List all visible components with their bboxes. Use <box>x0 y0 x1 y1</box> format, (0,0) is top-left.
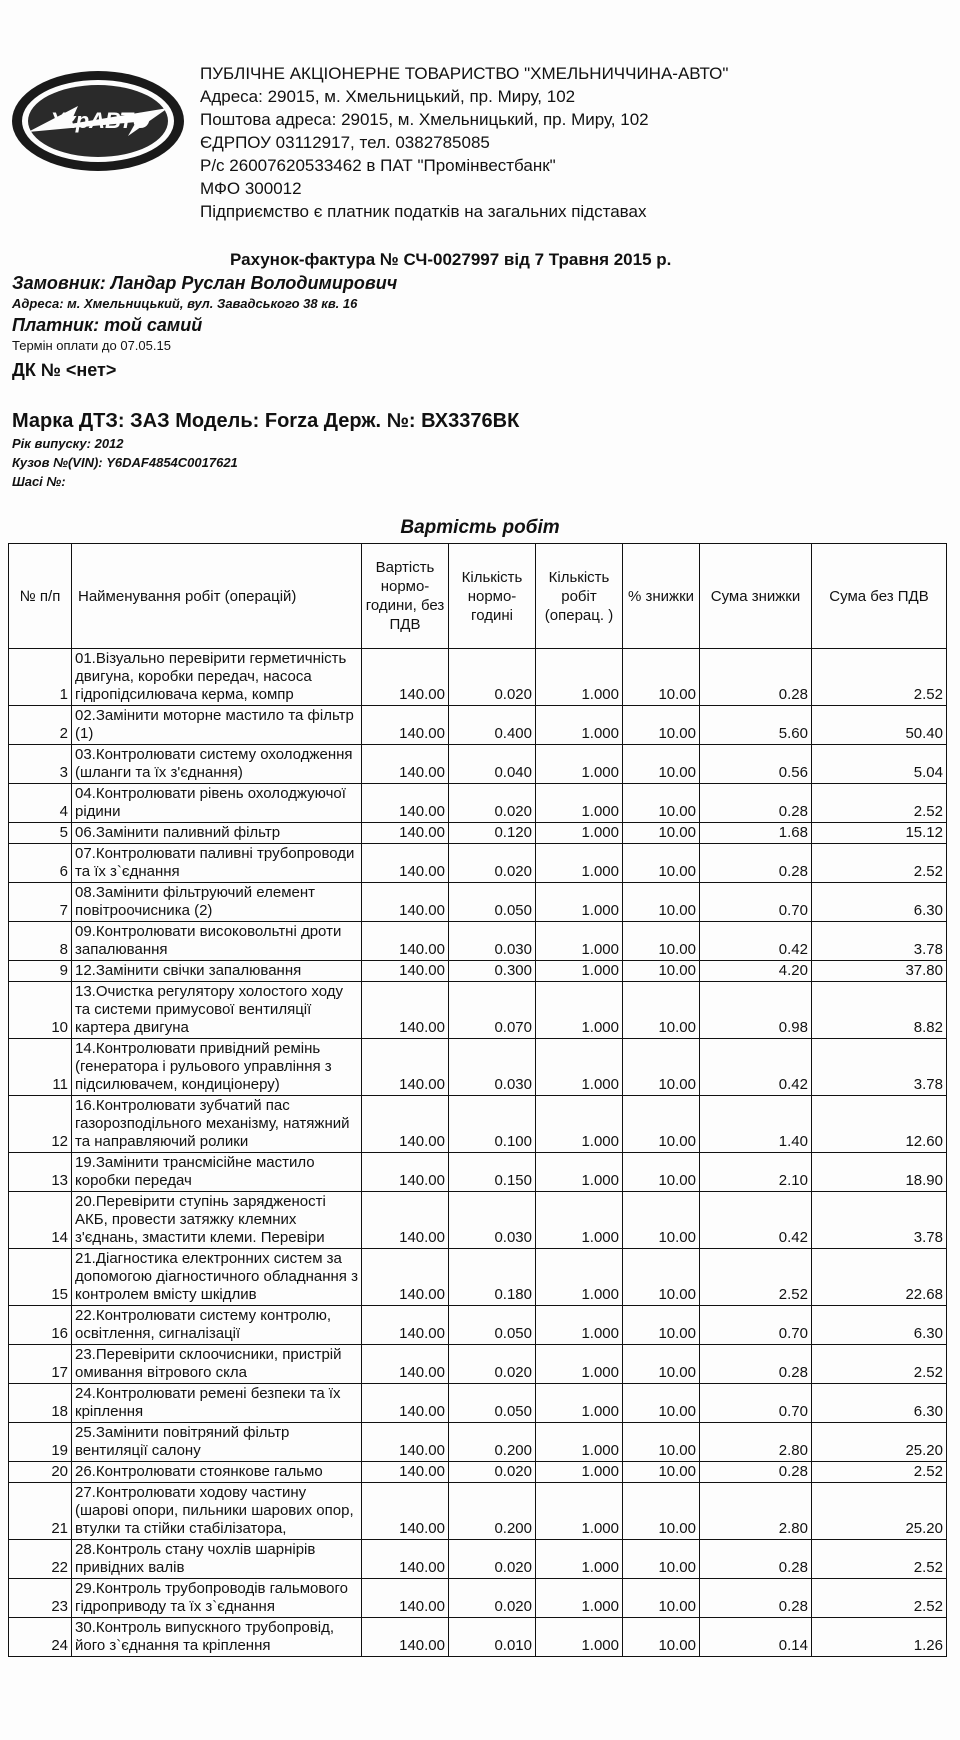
discount-sum: 5.60 <box>700 706 812 745</box>
discount-percent: 10.00 <box>623 1345 700 1384</box>
work-quantity: 1.000 <box>536 1462 623 1483</box>
work-name: 04.Контролювати рівень охолоджуючої рідини <box>72 784 362 823</box>
discount-sum: 2.80 <box>700 1423 812 1462</box>
hour-price: 140.00 <box>362 784 449 823</box>
norm-hours: 0.050 <box>449 1384 536 1423</box>
work-name: 12.Замінити свічки запалювання <box>72 961 362 982</box>
customer-address: Адреса: м. Хмельницький, вул. Завадського 38 кв. 16 <box>12 296 358 311</box>
work-quantity: 1.000 <box>536 1423 623 1462</box>
row-number: 3 <box>9 745 72 784</box>
work-name: 30.Контроль випускного трубопровід, його з`єднання та кріплення <box>72 1618 362 1657</box>
discount-sum: 0.28 <box>700 649 812 706</box>
header-qty: Кількість робіт (операц. ) <box>536 544 623 649</box>
header-discount-pct: % знижки <box>623 544 700 649</box>
discount-sum: 0.14 <box>700 1618 812 1657</box>
discount-percent: 10.00 <box>623 883 700 922</box>
work-quantity: 1.000 <box>536 1345 623 1384</box>
table-row <box>9 1249 947 1306</box>
hour-price: 140.00 <box>362 1192 449 1249</box>
work-quantity: 1.000 <box>536 706 623 745</box>
company-edrpou: ЄДРПОУ 03112917, тел. 0382785085 <box>200 133 490 152</box>
work-name: 16.Контролювати зубчатий пас газорозподільного механізму, натяжний та направляючий ролики <box>72 1096 362 1153</box>
total-without-vat: 1.26 <box>812 1618 947 1657</box>
row-number: 12 <box>9 1096 72 1153</box>
total-without-vat: 6.30 <box>812 883 947 922</box>
table-row <box>9 1483 947 1540</box>
total-without-vat: 2.52 <box>812 1540 947 1579</box>
header-total: Сума без ПДВ <box>812 544 947 649</box>
hour-price: 140.00 <box>362 982 449 1039</box>
work-quantity: 1.000 <box>536 1384 623 1423</box>
company-logo <box>8 66 188 176</box>
work-quantity: 1.000 <box>536 1540 623 1579</box>
invoice-title: Рахунок-фактура № СЧ-0027997 від 7 Травня 2015 р. <box>230 250 672 269</box>
norm-hours: 0.030 <box>449 922 536 961</box>
discount-percent: 10.00 <box>623 1483 700 1540</box>
discount-percent: 10.00 <box>623 823 700 844</box>
norm-hours: 0.050 <box>449 1306 536 1345</box>
customer-block <box>12 272 397 384</box>
norm-hours: 0.200 <box>449 1423 536 1462</box>
work-quantity: 1.000 <box>536 745 623 784</box>
work-name: 06.Замінити паливний фільтр <box>72 823 362 844</box>
hour-price: 140.00 <box>362 745 449 784</box>
total-without-vat: 2.52 <box>812 649 947 706</box>
row-number: 4 <box>9 784 72 823</box>
total-without-vat: 3.78 <box>812 1039 947 1096</box>
discount-sum: 4.20 <box>700 961 812 982</box>
norm-hours: 0.020 <box>449 784 536 823</box>
table-row <box>9 1192 947 1249</box>
work-quantity: 1.000 <box>536 1249 623 1306</box>
discount-sum: 2.80 <box>700 1483 812 1540</box>
discount-percent: 10.00 <box>623 844 700 883</box>
row-number: 21 <box>9 1483 72 1540</box>
work-quantity: 1.000 <box>536 1579 623 1618</box>
hour-price: 140.00 <box>362 961 449 982</box>
hour-price: 140.00 <box>362 1423 449 1462</box>
norm-hours: 0.400 <box>449 706 536 745</box>
discount-percent: 10.00 <box>623 1096 700 1153</box>
norm-hours: 0.030 <box>449 1039 536 1096</box>
discount-percent: 10.00 <box>623 982 700 1039</box>
header-name: Найменування робіт (операцій) <box>72 544 362 649</box>
discount-percent: 10.00 <box>623 1462 700 1483</box>
vehicle-chassis: Шасі №: <box>12 474 66 489</box>
total-without-vat: 37.80 <box>812 961 947 982</box>
total-without-vat: 2.52 <box>812 1345 947 1384</box>
row-number: 14 <box>9 1192 72 1249</box>
discount-percent: 10.00 <box>623 1249 700 1306</box>
company-address: Адреса: 29015, м. Хмельницький, пр. Миру, 102 <box>200 87 576 106</box>
norm-hours: 0.120 <box>449 823 536 844</box>
total-without-vat: 2.52 <box>812 844 947 883</box>
norm-hours: 0.180 <box>449 1249 536 1306</box>
discount-sum: 0.42 <box>700 922 812 961</box>
row-number: 11 <box>9 1039 72 1096</box>
work-name: 25.Замінити повітряний фільтр вентиляції салону <box>72 1423 362 1462</box>
hour-price: 140.00 <box>362 1345 449 1384</box>
discount-sum: 0.28 <box>700 1462 812 1483</box>
header-num: № п/п <box>9 544 72 649</box>
discount-percent: 10.00 <box>623 1618 700 1657</box>
table-row <box>9 1306 947 1345</box>
norm-hours: 0.200 <box>449 1483 536 1540</box>
discount-sum: 2.52 <box>700 1249 812 1306</box>
work-name: 02.Замінити моторне мастило та фільтр (1) <box>72 706 362 745</box>
hour-price: 140.00 <box>362 1306 449 1345</box>
discount-sum: 0.70 <box>700 1306 812 1345</box>
hour-price: 140.00 <box>362 1039 449 1096</box>
discount-percent: 10.00 <box>623 1192 700 1249</box>
hour-price: 140.00 <box>362 1540 449 1579</box>
norm-hours: 0.100 <box>449 1096 536 1153</box>
work-name: 14.Контролювати привідний ремінь (генератора і рульового управління з підсилювачем, кондиціонеру) <box>72 1039 362 1096</box>
row-number: 20 <box>9 1462 72 1483</box>
discount-percent: 10.00 <box>623 922 700 961</box>
company-name: ПУБЛІЧНЕ АКЦІОНЕРНЕ ТОВАРИСТВО "ХМЕЛЬНИЧЧИНА-АВТО" <box>200 64 729 83</box>
work-quantity: 1.000 <box>536 922 623 961</box>
company-info <box>200 62 728 223</box>
total-without-vat: 3.78 <box>812 1192 947 1249</box>
total-without-vat: 6.30 <box>812 1306 947 1345</box>
norm-hours: 0.050 <box>449 883 536 922</box>
table-row <box>9 1345 947 1384</box>
table-row <box>9 1039 947 1096</box>
row-number: 9 <box>9 961 72 982</box>
table-row <box>9 844 947 883</box>
discount-sum: 0.28 <box>700 844 812 883</box>
row-number: 7 <box>9 883 72 922</box>
discount-percent: 10.00 <box>623 649 700 706</box>
customer-name: Замовник: Ландар Руслан Володимирович <box>12 273 398 293</box>
discount-sum: 0.42 <box>700 1039 812 1096</box>
hour-price: 140.00 <box>362 1462 449 1483</box>
discount-sum: 1.68 <box>700 823 812 844</box>
dk-number: ДК № <нет> <box>12 360 117 380</box>
work-name: 24.Контролювати ремені безпеки та їх кріплення <box>72 1384 362 1423</box>
total-without-vat: 2.52 <box>812 784 947 823</box>
row-number: 1 <box>9 649 72 706</box>
work-name: 03.Контролювати систему охолодження (шланги та їх з'єднання) <box>72 745 362 784</box>
norm-hours: 0.020 <box>449 1540 536 1579</box>
norm-hours: 0.070 <box>449 982 536 1039</box>
work-name: 09.Контролювати високовольтні дроти запалювання <box>72 922 362 961</box>
vehicle-block <box>12 408 519 491</box>
table-row <box>9 706 947 745</box>
discount-sum: 0.98 <box>700 982 812 1039</box>
work-quantity: 1.000 <box>536 1192 623 1249</box>
discount-sum: 0.56 <box>700 745 812 784</box>
payer: Платник: той самий <box>12 315 203 335</box>
work-name: 28.Контроль стану чохлів шарнірів привідних валів <box>72 1540 362 1579</box>
vehicle-title: Марка ДТЗ: ЗАЗ Модель: Forza Держ. №: ВХ3376ВК <box>12 410 520 432</box>
header-hours: Кількість нормо-годинi <box>449 544 536 649</box>
table-row <box>9 745 947 784</box>
discount-sum: 1.40 <box>700 1096 812 1153</box>
company-mfo: МФО 300012 <box>200 179 302 198</box>
vehicle-vin: Кузов №(VIN): Y6DAF4854C0017621 <box>12 455 238 470</box>
hour-price: 140.00 <box>362 1153 449 1192</box>
work-quantity: 1.000 <box>536 1096 623 1153</box>
table-row <box>9 961 947 982</box>
work-quantity: 1.000 <box>536 784 623 823</box>
hour-price: 140.00 <box>362 1384 449 1423</box>
header-price: Вартість нормо-години, без ПДВ <box>362 544 449 649</box>
payment-term: Термін оплати до 07.05.15 <box>12 338 171 353</box>
company-account: Р/с 26007620533462 в ПАТ "Промінвестбанк" <box>200 156 556 175</box>
work-quantity: 1.000 <box>536 649 623 706</box>
work-name: 29.Контроль трубопроводів гальмового гідроприводу та їх з`єднання <box>72 1579 362 1618</box>
work-name: 27.Контролювати ходову частину (шарові опори, пильники шарових опор, втулки та стійки стабілізатора, <box>72 1483 362 1540</box>
vehicle-year: Рік випуску: 2012 <box>12 436 124 451</box>
discount-percent: 10.00 <box>623 745 700 784</box>
work-quantity: 1.000 <box>536 1153 623 1192</box>
discount-sum: 0.28 <box>700 1345 812 1384</box>
company-tax-status: Підприємство є платник податків на загальних підставах <box>200 202 647 221</box>
total-without-vat: 15.12 <box>812 823 947 844</box>
norm-hours: 0.010 <box>449 1618 536 1657</box>
work-name: 07.Контролювати паливні трубопроводи та їх з`єднання <box>72 844 362 883</box>
discount-sum: 0.70 <box>700 883 812 922</box>
norm-hours: 0.020 <box>449 1345 536 1384</box>
work-name: 21.Діагностика електронних систем за допомогою діагностичного обладнання з контролем вмісту шкідлив <box>72 1249 362 1306</box>
discount-sum: 0.42 <box>700 1192 812 1249</box>
total-without-vat: 18.90 <box>812 1153 947 1192</box>
discount-percent: 10.00 <box>623 1423 700 1462</box>
table-row <box>9 784 947 823</box>
row-number: 22 <box>9 1540 72 1579</box>
work-name: 26.Контролювати стоянкове гальмо <box>72 1462 362 1483</box>
hour-price: 140.00 <box>362 1249 449 1306</box>
table-row <box>9 1384 947 1423</box>
discount-percent: 10.00 <box>623 1039 700 1096</box>
norm-hours: 0.150 <box>449 1153 536 1192</box>
total-without-vat: 6.30 <box>812 1384 947 1423</box>
table-row <box>9 1153 947 1192</box>
work-quantity: 1.000 <box>536 844 623 883</box>
row-number: 17 <box>9 1345 72 1384</box>
discount-percent: 10.00 <box>623 1384 700 1423</box>
works-section-title: Вартість робіт <box>400 517 560 538</box>
row-number: 23 <box>9 1579 72 1618</box>
work-quantity: 1.000 <box>536 961 623 982</box>
discount-percent: 10.00 <box>623 706 700 745</box>
table-row <box>9 1096 947 1153</box>
work-quantity: 1.000 <box>536 883 623 922</box>
hour-price: 140.00 <box>362 1096 449 1153</box>
work-quantity: 1.000 <box>536 1039 623 1096</box>
total-without-vat: 5.04 <box>812 745 947 784</box>
discount-sum: 0.28 <box>700 1540 812 1579</box>
hour-price: 140.00 <box>362 1483 449 1540</box>
work-name: 23.Перевірити склоочисники, пристрій омивання вітрового скла <box>72 1345 362 1384</box>
total-without-vat: 12.60 <box>812 1096 947 1153</box>
works-table <box>8 543 947 1657</box>
row-number: 18 <box>9 1384 72 1423</box>
row-number: 24 <box>9 1618 72 1657</box>
total-without-vat: 8.82 <box>812 982 947 1039</box>
norm-hours: 0.020 <box>449 1462 536 1483</box>
discount-percent: 10.00 <box>623 1153 700 1192</box>
header-discount-sum: Сума знижки <box>700 544 812 649</box>
hour-price: 140.00 <box>362 1579 449 1618</box>
table-row <box>9 1423 947 1462</box>
discount-percent: 10.00 <box>623 1306 700 1345</box>
table-row <box>9 649 947 706</box>
discount-sum: 0.70 <box>700 1384 812 1423</box>
row-number: 10 <box>9 982 72 1039</box>
work-name: 20.Перевірити ступінь зарядженості АКБ, провести затяжку клемних з'єднань, змастити клеми. Перевіри <box>72 1192 362 1249</box>
work-quantity: 1.000 <box>536 982 623 1039</box>
table-row <box>9 1579 947 1618</box>
norm-hours: 0.020 <box>449 1579 536 1618</box>
hour-price: 140.00 <box>362 706 449 745</box>
discount-sum: 0.28 <box>700 1579 812 1618</box>
hour-price: 140.00 <box>362 883 449 922</box>
table-row <box>9 883 947 922</box>
norm-hours: 0.020 <box>449 844 536 883</box>
norm-hours: 0.020 <box>449 649 536 706</box>
work-name: 01.Візуально перевірити герметичність двигуна, коробки передач, насоса гідропідсилювача керма, компр <box>72 649 362 706</box>
work-quantity: 1.000 <box>536 1483 623 1540</box>
row-number: 5 <box>9 823 72 844</box>
hour-price: 140.00 <box>362 844 449 883</box>
table-row <box>9 922 947 961</box>
discount-percent: 10.00 <box>623 784 700 823</box>
total-without-vat: 2.52 <box>812 1462 947 1483</box>
discount-percent: 10.00 <box>623 961 700 982</box>
work-quantity: 1.000 <box>536 823 623 844</box>
table-row <box>9 1462 947 1483</box>
discount-percent: 10.00 <box>623 1540 700 1579</box>
total-without-vat: 3.78 <box>812 922 947 961</box>
company-postal-address: Поштова адреса: 29015, м. Хмельницький, пр. Миру, 102 <box>200 110 649 129</box>
table-row <box>9 823 947 844</box>
work-quantity: 1.000 <box>536 1618 623 1657</box>
total-without-vat: 25.20 <box>812 1423 947 1462</box>
total-without-vat: 2.52 <box>812 1579 947 1618</box>
row-number: 19 <box>9 1423 72 1462</box>
logo-text: УкрАВТО <box>50 108 150 133</box>
norm-hours: 0.040 <box>449 745 536 784</box>
row-number: 13 <box>9 1153 72 1192</box>
row-number: 15 <box>9 1249 72 1306</box>
table-row <box>9 1618 947 1657</box>
discount-percent: 10.00 <box>623 1579 700 1618</box>
work-name: 19.Замінити трансмісійне мастило коробки передач <box>72 1153 362 1192</box>
work-quantity: 1.000 <box>536 1306 623 1345</box>
hour-price: 140.00 <box>362 1618 449 1657</box>
row-number: 8 <box>9 922 72 961</box>
hour-price: 140.00 <box>362 823 449 844</box>
work-name: 22.Контролювати систему контролю, освітлення, сигналізації <box>72 1306 362 1345</box>
table-row <box>9 1540 947 1579</box>
table-header-row <box>9 544 947 649</box>
hour-price: 140.00 <box>362 922 449 961</box>
work-name: 13.Очистка регулятору холостого ходу та системи примусової вентиляції картера двигуна <box>72 982 362 1039</box>
row-number: 2 <box>9 706 72 745</box>
table-row <box>9 982 947 1039</box>
works-table-body <box>9 649 947 1657</box>
hour-price: 140.00 <box>362 649 449 706</box>
norm-hours: 0.030 <box>449 1192 536 1249</box>
total-without-vat: 25.20 <box>812 1483 947 1540</box>
total-without-vat: 50.40 <box>812 706 947 745</box>
discount-sum: 2.10 <box>700 1153 812 1192</box>
total-without-vat: 22.68 <box>812 1249 947 1306</box>
discount-sum: 0.28 <box>700 784 812 823</box>
row-number: 16 <box>9 1306 72 1345</box>
row-number: 6 <box>9 844 72 883</box>
norm-hours: 0.300 <box>449 961 536 982</box>
work-name: 08.Замінити фільтруючий елемент повітроочисника (2) <box>72 883 362 922</box>
